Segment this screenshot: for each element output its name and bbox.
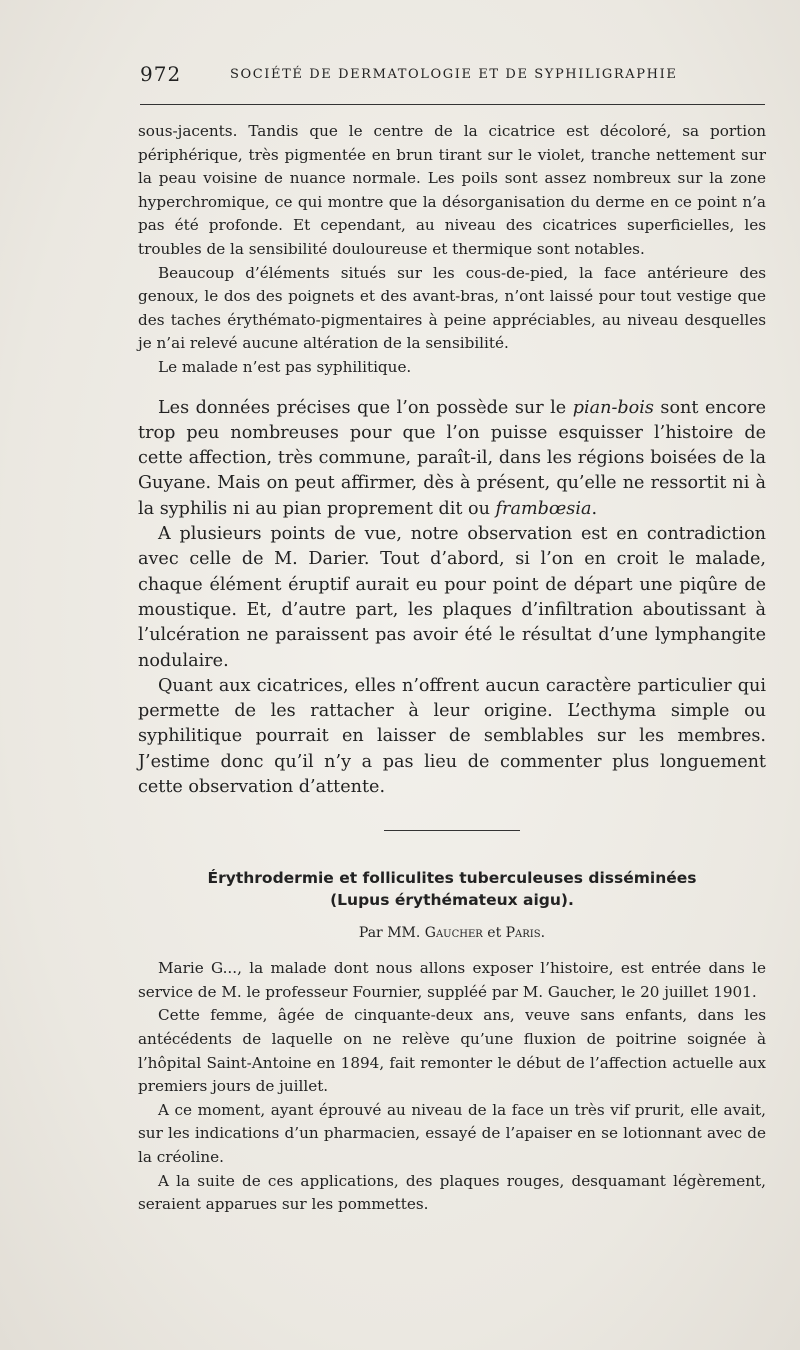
text-run: Les données précises que l’on possède sur le [158,397,573,418]
paragraph: Quant aux cicatrices, elles n’offrent aucun caractère particulier qui permette de les rattacher à leur origine. L’ecthyma simple ou syphilitique pourrait en laisser de semblables sur les membres. J’estime donc qu’il n’y a pas lieu de commenter plus longuement cette observation d’attente. [138,675,766,797]
commentary [138,396,766,801]
page-number: 972 [140,62,182,86]
paragraph: A ce moment, ayant éprouvé au niveau de la face un très vif prurit, elle avait, sur les indications d’un pharmacien, essayé de l’apaiser en se lotionnant avec de la créoline. [138,1100,766,1167]
title-line: (Lupus érythémateux aigu). [330,891,574,910]
section-separator [384,830,520,831]
page-header [140,62,765,92]
paragraph [138,396,766,522]
byline-prefix: Par MM. [358,925,425,942]
byline-conjunction: et [482,925,506,942]
article-title [138,867,766,911]
byline-end: . [540,925,546,942]
byline [138,925,766,941]
title-line: Érythrodermie et folliculites tuberculeuses disséminées [207,869,697,888]
paragraph: Cette femme, âgée de cinquante-deux ans, veuve sans enfants, dans les antécédents de laquelle on ne relève qu’une fluxion de poitrine soignée à l’hôpital Saint-Antoine en 1894, fait remonter le début de l’affection actuelle aux premiers jours de juillet. [138,1006,766,1096]
observation-end [138,120,766,380]
italic-term: frambœsia [495,498,592,519]
page-body [138,120,766,1217]
author-name: Paris [505,925,541,942]
paragraph: Le malade n’est pas syphilitique. [158,357,412,376]
italic-term: pian-bois [572,397,654,418]
text-run: sont encore trop peu nombreuses pour que l’on puisse esquisser l’histoire de cette affection, très commune, paraît-il, dans les régions boisées de la Guyane. Mais on peut affirmer, dès à présent, qu’elle ne ressortit ni à la syphilis ni au pian proprement dit ou [138,397,766,519]
paragraph: sous-jacents. Tandis que le centre de la cicatrice est décoloré, sa portion périphérique, très pigmentée en brun tirant sur le violet, tranche nettement sur la peau voisine de nuance normale. Les poils sont assez nombreux sur la zone hyperchromique, ce qui montre que la désorganisation du derme en ce point n’a pas été profonde. Et cependant, au niveau des cicatrices superficielles, les troubles de la sensibilité douloureuse et thermique sont notables. [138,122,766,258]
case-report [138,957,766,1217]
paragraph: A plusieurs points de vue, notre observation est en contradiction avec celle de M. Darier. Tout d’abord, si l’on en croit le malade, chaque élément éruptif aurait eu pour point de départ une piqûre de moustique. Et, d’autre part, les plaques d’infiltration aboutissant à l’ulcération ne paraissent pas avoir été le résultat d’une lymphangite nodulaire. [138,524,766,671]
paragraph: Marie G..., la malade dont nous allons exposer l’histoire, est entrée dans le service de M. le professeur Fournier, suppléé par M. Gaucher, le 20 juillet 1901. [138,959,766,1001]
running-head: SOCIÉTÉ DE DERMATOLOGIE ET DE SYPHILIGRAPHIE [230,67,678,82]
header-rule [140,104,765,105]
paragraph: A la suite de ces applications, des plaques rouges, desquamant légèrement, seraient apparues sur les pommettes. [138,1171,766,1214]
author-name: Gaucher [424,925,483,942]
text-run: . [591,498,598,519]
paragraph: Beaucoup d’éléments situés sur les cous-de-pied, la face antérieure des genoux, le dos des poignets et des avant-bras, n’ont laissé pour tout vestige que des taches érythémato-pigmentaires à peine appréciables, au niveau desquelles je n’ai relevé aucune altération de la sensibilité. [138,263,766,353]
